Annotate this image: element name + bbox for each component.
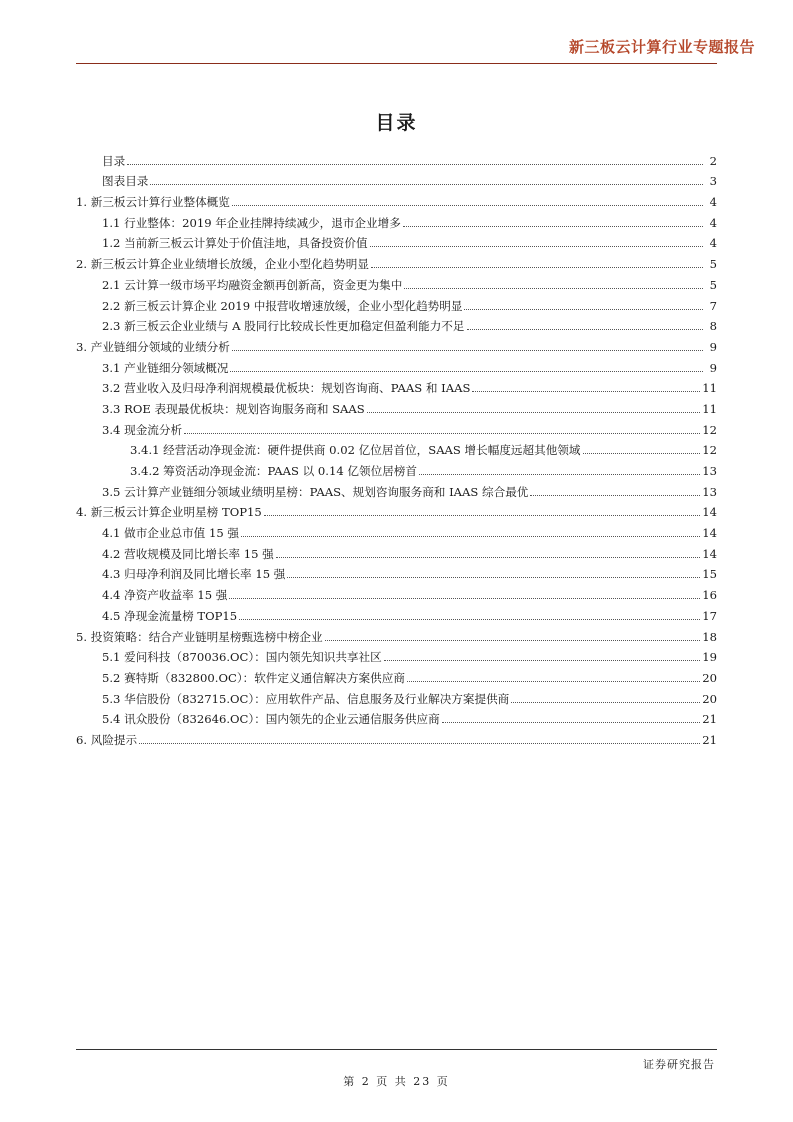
toc-entry-page: 12	[702, 443, 717, 458]
toc-entry-text: 3.4.1 经营活动净现金流：硬件提供商 0.02 亿位居首位，SAAS 增长幅度远超其他领域	[130, 443, 581, 458]
toc-entry-page: 4	[709, 215, 717, 230]
toc-entry-page: 9	[709, 360, 717, 375]
toc-entry-text: 4.1 做市企业总市值 15 强	[102, 526, 239, 541]
toc-entry[interactable]	[76, 478, 717, 499]
toc-entry-page: 2	[709, 153, 717, 168]
toc-entry[interactable]	[76, 644, 717, 665]
toc-leader-dots	[287, 577, 700, 578]
toc-entry-text: 3. 产业链细分领域的业绩分析	[76, 339, 230, 354]
header-rule	[76, 63, 717, 64]
toc-entry-text: 3.3 ROE 表现最优板块：规划咨询服务商和 SAAS	[102, 401, 365, 416]
toc-entry-page: 4	[709, 236, 717, 251]
toc-entry-page: 3	[709, 174, 717, 189]
toc-leader-dots	[367, 412, 701, 413]
toc-leader-dots	[511, 702, 700, 703]
toc-leader-dots	[467, 329, 704, 330]
toc-leader-dots	[230, 371, 703, 372]
toc-entry[interactable]	[76, 333, 717, 354]
toc-entry[interactable]	[76, 230, 717, 251]
toc-entry-page: 14	[702, 546, 717, 561]
toc-entry-text: 1. 新三板云计算行业整体概览	[76, 195, 230, 210]
toc-leader-dots	[370, 246, 703, 247]
toc-leader-dots	[127, 164, 703, 165]
toc-leader-dots	[403, 226, 703, 227]
toc-leader-dots	[184, 433, 700, 434]
toc-entry[interactable]	[76, 313, 717, 334]
toc-entry-page: 16	[702, 588, 717, 603]
page-number: 第 2 页 共 23 页	[343, 1075, 450, 1088]
toc-leader-dots	[530, 495, 700, 496]
toc-entry-page: 5	[709, 257, 717, 272]
toc-entry[interactable]	[76, 519, 717, 540]
toc-entry-text: 3.5 云计算产业链细分领域业绩明星榜：PAAS、规划咨询服务商和 IAAS 综合最优	[102, 484, 529, 499]
toc-leader-dots	[139, 743, 700, 744]
toc-entry-text: 3.4 现金流分析	[102, 422, 183, 437]
toc-entry-page: 4	[709, 195, 717, 210]
toc-entry-page: 20	[702, 691, 717, 706]
toc-entry-text: 2.3 新三板云企业业绩与 A 股同行比较成长性更加稳定但盈利能力不足	[102, 319, 465, 334]
toc-entry-page: 20	[702, 670, 717, 685]
toc-entry[interactable]	[76, 602, 717, 623]
toc-leader-dots	[384, 660, 700, 661]
toc-leader-dots	[371, 267, 703, 268]
footer-rule	[76, 1049, 717, 1050]
toc-entry-page: 15	[702, 567, 717, 582]
toc-entry-text: 3.4.2 筹资活动净现金流：PAAS 以 0.14 亿领位居榜首	[130, 464, 417, 478]
toc-entry[interactable]	[76, 209, 717, 230]
toc-entry-text: 1.2 当前新三板云计算处于价值洼地，具备投资价值	[102, 236, 368, 251]
toc-leader-dots	[404, 288, 703, 289]
toc-entry[interactable]	[76, 623, 717, 644]
toc-entry-page: 8	[709, 319, 717, 334]
toc-entry-text: 2.1 云计算一级市场平均融资金额再创新高，资金更为集中	[102, 277, 403, 292]
toc-entry-page: 13	[702, 464, 717, 478]
toc-entry-text: 图表目录	[102, 174, 149, 189]
toc-entry-text: 2.2 新三板云计算企业 2019 中报营收增速放缓，企业小型化趋势明显	[102, 298, 463, 313]
toc-title: 目录	[375, 112, 418, 134]
toc-entry-text: 5.1 爱问科技（870036.OC）：国内领先知识共享社区	[102, 650, 382, 665]
toc-entry[interactable]	[76, 726, 717, 747]
toc-entry[interactable]	[76, 561, 717, 582]
toc-leader-dots	[583, 453, 701, 454]
toc-entry-page: 9	[709, 339, 717, 354]
toc-entry[interactable]	[76, 188, 717, 209]
toc-entry[interactable]	[76, 457, 717, 478]
toc-entry[interactable]	[76, 581, 717, 602]
toc-entry-text: 3.1 产业链细分领域概况	[102, 360, 229, 375]
toc-entry[interactable]	[76, 147, 717, 168]
toc-leader-dots	[229, 598, 700, 599]
toc-entry[interactable]	[76, 271, 717, 292]
toc-leader-dots	[472, 391, 700, 392]
toc-entry[interactable]	[76, 437, 717, 458]
toc-entry-text: 4.5 净现金流量榜 TOP15	[102, 608, 238, 623]
toc-entry[interactable]	[76, 354, 717, 375]
toc-leader-dots	[150, 184, 703, 185]
toc-entry-text: 2. 新三板云计算企业业绩增长放缓，企业小型化趋势明显	[76, 257, 369, 272]
toc-leader-dots	[276, 557, 700, 558]
toc-entry-text: 4.2 营收规模及同比增长率 15 强	[102, 546, 274, 561]
toc-entry[interactable]	[76, 664, 717, 685]
toc-entry-text: 3.2 营业收入及归母净利润规模最优板块：规划咨询商、PAAS 和 IAAS	[102, 381, 471, 396]
toc-entry-text: 5.2 赛特斯（832800.OC）：软件定义通信解决方案供应商	[102, 670, 405, 685]
toc-leader-dots	[407, 681, 700, 682]
toc-leader-dots	[325, 640, 701, 641]
toc-entry[interactable]	[76, 685, 717, 706]
report-title: 新三板云计算行业专题报告	[568, 38, 755, 56]
toc-entry-page: 7	[709, 298, 717, 313]
toc-entry-text: 目录	[102, 153, 126, 168]
toc-entry-page: 14	[702, 526, 717, 541]
toc-entry-text: 5.4 讯众股份（832646.OC）：国内领先的企业云通信服务供应商	[102, 712, 440, 727]
toc-entry-page: 17	[702, 608, 717, 623]
toc-entry-page: 5	[709, 277, 717, 292]
toc-entry[interactable]	[76, 168, 717, 189]
toc-entry-page: 21	[702, 712, 717, 727]
toc-entry[interactable]	[76, 292, 717, 313]
toc-entry-page: 21	[702, 732, 717, 747]
toc-leader-dots	[419, 474, 700, 475]
toc-entry[interactable]	[76, 706, 717, 727]
toc-entry[interactable]	[76, 395, 717, 416]
toc-leader-dots	[232, 350, 703, 351]
toc-entry-text: 5. 投资策略：结合产业链明星榜甄选榜中榜企业	[76, 629, 323, 644]
toc-leader-dots	[239, 619, 700, 620]
toc-entry-page: 11	[702, 401, 717, 416]
toc-entry-text: 1.1 行业整体：2019 年企业挂牌持续减少，退市企业增多	[102, 215, 401, 230]
toc-leader-dots	[241, 536, 700, 537]
toc-entry-page: 13	[702, 484, 717, 499]
toc-entry[interactable]	[76, 499, 717, 520]
toc-entry-page: 12	[702, 422, 717, 437]
toc-entry-page: 18	[702, 629, 717, 644]
toc-entry[interactable]	[76, 540, 717, 561]
toc-leader-dots	[442, 722, 701, 723]
toc-entry-text: 4.3 归母净利润及同比增长率 15 强	[102, 567, 286, 582]
toc-entry[interactable]	[76, 375, 717, 396]
toc-entry-page: 11	[702, 381, 717, 396]
footer-brand: 证券研究报告	[643, 1058, 715, 1071]
table-of-contents	[76, 147, 717, 747]
toc-entry[interactable]	[76, 416, 717, 437]
toc-entry-page: 19	[702, 650, 717, 665]
toc-entry-page: 14	[702, 505, 717, 520]
toc-entry-text: 4.4 净资产收益率 15 强	[102, 588, 228, 603]
toc-entry[interactable]	[76, 250, 717, 271]
toc-leader-dots	[232, 205, 703, 206]
toc-entry-text: 4. 新三板云计算企业明星榜 TOP15	[76, 505, 262, 520]
toc-leader-dots	[464, 309, 703, 310]
toc-leader-dots	[264, 515, 700, 516]
toc-entry-text: 6. 风险提示	[76, 732, 138, 747]
toc-entry-text: 5.3 华信股份（832715.OC）：应用软件产品、信息服务及行业解决方案提供商	[102, 691, 510, 706]
